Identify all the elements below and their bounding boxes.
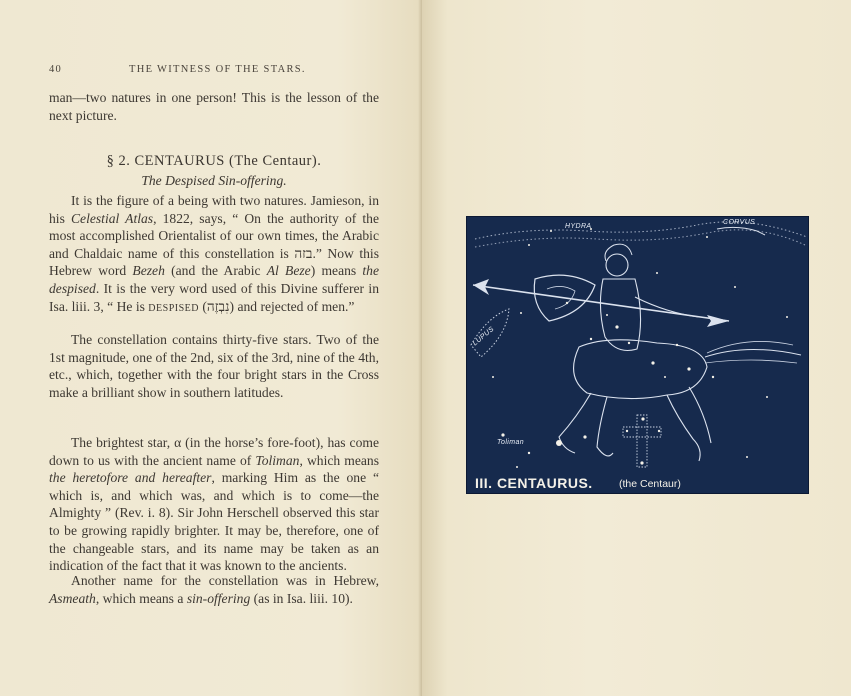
label-hydra: HYDRA <box>565 223 592 230</box>
left-page <box>0 0 422 696</box>
page-number: 40 <box>49 64 63 75</box>
section-subheading: The Despised Sin-offering. <box>141 173 287 188</box>
section-heading: § 2. CENTAURUS (The Centaur). <box>106 153 322 169</box>
paragraph-3: The brightest star, α (in the horse’s fore-foot), has come down to us with the ancient name of Toliman, which means the heretofore and hereafter, marking Him as the one “ which is, and which was, and which is to come—the Almighty ” (Rev. i. 8). Sir John Herschell observed this star to be growing rapidly brighter. It may be, therefore, one of the changeable stars, and its name may be taken as an indication of the fact that it was known to the ancients. <box>49 435 379 574</box>
paragraph-1: It is the figure of a being with two natures. Jamieson, in his Celestial Atlas, 1822, says, “ On the authority of the most accomplished Orientalist of our own times, the Arabic and Chaldaic name of this constellation is בזה.” Now this Hebrew word Bezeh (and the Arabic Al Beze) means the despised. It is the very word used of this Divine sufferer in Isa. liii. 3, “ He is despised (נִבְזֶה) and rejected of men.” <box>49 193 380 314</box>
paragraph-4: Another name for the constellation was in Hebrew, Asmeath, which means a sin-offering (as in Isa. liii. 10). <box>49 573 379 606</box>
centaurus-illustration <box>467 217 809 494</box>
carry-over-paragraph: man—two natures in one person! This is the lesson of the next picture. <box>49 90 379 123</box>
plate-caption-subtitle: (the Centaur) <box>619 478 681 490</box>
running-title: THE WITNESS OF THE STARS. <box>129 64 306 75</box>
label-corvus: CORVUS <box>723 219 756 226</box>
plate-caption: III. CENTAURUS. <box>475 475 593 491</box>
paragraph-2: The constellation contains thirty-five stars. Two of the 1st magnitude, one of the 2nd, six of the 3rd, nine of the 4th, etc., which, together with the four bright stars in the Cross make a brilliant show in southern latitudes. <box>49 332 379 400</box>
constellation-plate <box>466 216 809 494</box>
label-lupus: LUPUS <box>471 325 496 348</box>
label-toliman: Toliman <box>497 439 525 446</box>
